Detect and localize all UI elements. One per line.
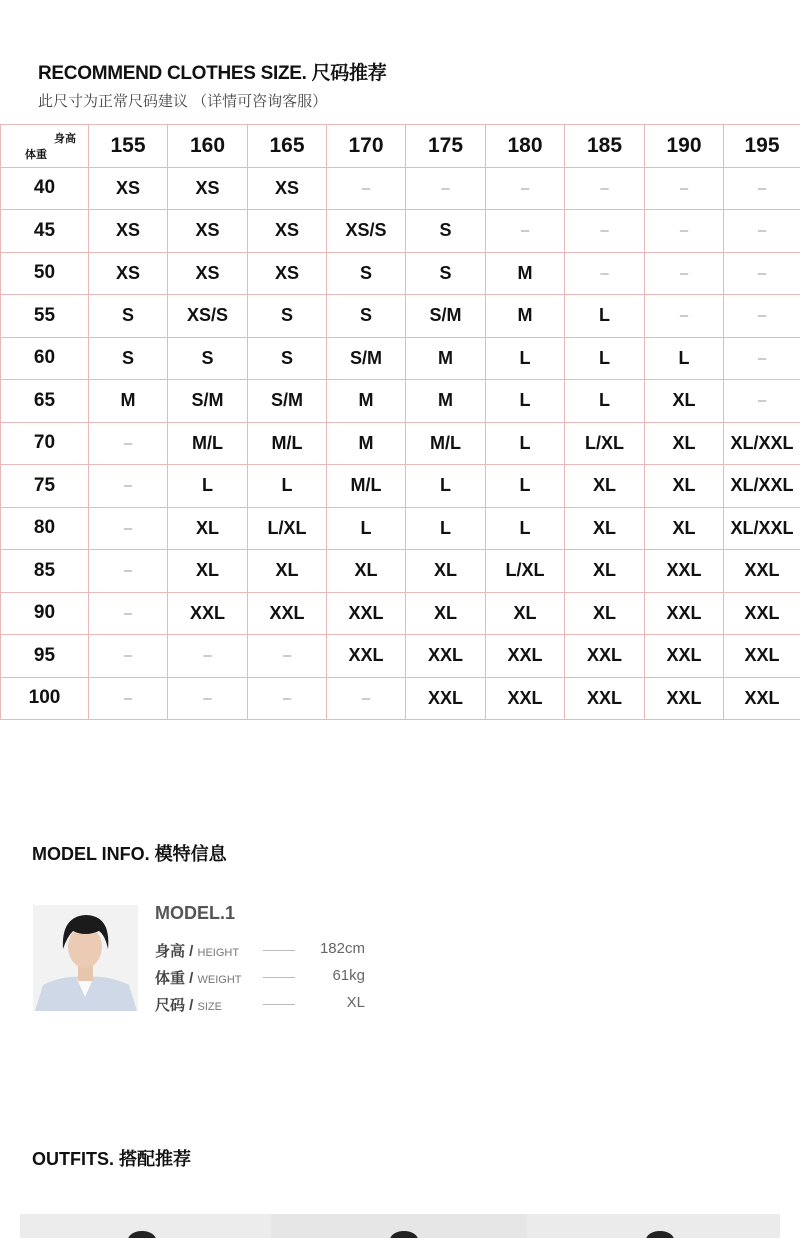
size-table-row [1,550,800,593]
model-info-value: 182cm [319,940,365,957]
size-table-row [1,592,800,635]
size-cell: M [486,295,565,338]
size-cell: – [168,677,248,720]
model-info-value: 61kg [332,967,365,984]
size-cell: L/XL [565,422,645,465]
size-cell: S [248,295,327,338]
size-cell: L/XL [248,507,327,550]
size-cell: M/L [248,422,327,465]
size-cell: XXL [724,677,800,720]
size-cell: S/M [327,337,406,380]
label-cn: 体重 [155,970,186,987]
size-cell: – [89,635,168,678]
size-cell: – [645,210,724,253]
size-cell: XL [565,507,645,550]
size-cell: – [89,677,168,720]
size-cell: – [565,252,645,295]
size-cell: – [89,592,168,635]
size-cell: L [168,465,248,508]
size-cell: S [327,295,406,338]
size-cell: L [565,337,645,380]
label-en: HEIGHT [197,947,240,959]
size-cell: – [89,507,168,550]
dash-line [263,977,295,978]
size-cell: L [327,507,406,550]
size-cell: XXL [565,677,645,720]
size-cell: XL [645,422,724,465]
size-cell: XL/XXL [724,465,800,508]
size-cell: M [406,337,486,380]
size-cell: S [89,337,168,380]
model-info-row [155,967,375,987]
model-info-label: 身高 / HEIGHT [155,943,240,960]
size-cell: L [486,422,565,465]
size-cell: XS [89,252,168,295]
size-cell: – [248,635,327,678]
weight-row-header: 90 [1,592,89,635]
size-cell: XXL [724,592,800,635]
size-cell: – [486,210,565,253]
weight-row-header: 85 [1,550,89,593]
size-cell: M [486,252,565,295]
height-header-cell: 185 [565,125,645,168]
size-cell: XXL [565,635,645,678]
size-table-row [1,677,800,720]
size-cell: XL [486,592,565,635]
dash-line [263,950,295,951]
size-cell: M [89,380,168,423]
size-cell: – [89,465,168,508]
size-cell: – [724,167,800,210]
size-cell: S/M [168,380,248,423]
height-header-cell: 160 [168,125,248,168]
model-info-row [155,940,375,960]
dash-line [263,1004,295,1005]
size-cell: L [406,507,486,550]
size-cell: – [168,635,248,678]
size-cell: M [327,380,406,423]
size-cell: XL [406,550,486,593]
size-cell: XXL [645,677,724,720]
size-table-row [1,167,800,210]
outfit-photos [20,1214,780,1238]
size-cell: – [724,337,800,380]
size-cell: L [486,380,565,423]
size-cell: – [645,295,724,338]
size-cell: XL [645,507,724,550]
size-cell: – [89,550,168,593]
size-cell: L [565,295,645,338]
size-cell: L [406,465,486,508]
size-cell: – [89,422,168,465]
size-cell: XXL [486,635,565,678]
size-cell: XL [645,380,724,423]
weight-row-header: 50 [1,252,89,295]
size-cell: XS [248,167,327,210]
size-cell: – [724,252,800,295]
size-cell: L [486,465,565,508]
size-cell: M [327,422,406,465]
size-cell: S/M [248,380,327,423]
size-cell: XXL [406,677,486,720]
size-cell: – [724,380,800,423]
height-header-cell: 175 [406,125,486,168]
size-table-row [1,337,800,380]
height-header-cell: 190 [645,125,724,168]
size-cell: S [89,295,168,338]
model-photo-illustration [33,905,138,1011]
size-cell: L/XL [486,550,565,593]
size-cell: XL [248,550,327,593]
size-cell: XXL [645,592,724,635]
size-cell: XS [168,210,248,253]
size-table-row [1,507,800,550]
weight-row-header: 100 [1,677,89,720]
height-header-cell: 165 [248,125,327,168]
size-cell: XS [89,210,168,253]
size-cell: – [327,677,406,720]
size-cell: XL [645,465,724,508]
weight-row-header: 95 [1,635,89,678]
weight-row-header: 60 [1,337,89,380]
size-cell: XXL [724,635,800,678]
size-cell: XXL [327,635,406,678]
size-cell: XL [168,507,248,550]
size-cell: S/M [406,295,486,338]
label-cn: 尺码 [155,997,186,1014]
label-cn: 身高 [155,943,186,960]
size-table-row [1,422,800,465]
size-cell: XXL [645,635,724,678]
size-cell: – [327,167,406,210]
size-chart-subtitle: 此尺寸为正常尺码建议 （详情可咨询客服） [38,93,328,110]
size-cell: – [565,210,645,253]
size-cell: – [645,252,724,295]
model-info-label: 体重 / WEIGHT [155,970,242,987]
size-cell: S [248,337,327,380]
weight-row-header: 65 [1,380,89,423]
size-cell: – [724,295,800,338]
size-cell: XS [89,167,168,210]
size-cell: XXL [486,677,565,720]
size-cell: M/L [327,465,406,508]
size-cell: XS/S [168,295,248,338]
size-cell: XL [565,592,645,635]
model-info-label: 尺码 / SIZE [155,997,222,1014]
size-cell: L [645,337,724,380]
weight-row-header: 70 [1,422,89,465]
size-cell: – [645,167,724,210]
size-table-header-row [1,125,800,168]
size-cell: XL [565,465,645,508]
weight-row-header: 40 [1,167,89,210]
size-cell: S [406,252,486,295]
size-cell: XS [168,167,248,210]
size-cell: XL/XXL [724,507,800,550]
size-cell: – [724,210,800,253]
model-photo [33,905,138,1011]
size-cell: L [486,337,565,380]
size-cell: – [565,167,645,210]
size-table-row [1,635,800,678]
size-cell: – [248,677,327,720]
size-table-row [1,465,800,508]
weight-row-header: 75 [1,465,89,508]
size-chart-title: RECOMMEND CLOTHES SIZE. 尺码推荐 [38,63,387,84]
size-cell: L [565,380,645,423]
size-cell: XXL [645,550,724,593]
height-header-cell: 180 [486,125,565,168]
size-cell: S [406,210,486,253]
height-header-cell: 155 [89,125,168,168]
size-cell: XS [248,252,327,295]
size-cell: XL/XXL [724,422,800,465]
weight-row-header: 55 [1,295,89,338]
size-cell: XXL [724,550,800,593]
size-cell: M/L [406,422,486,465]
height-axis-label: 身高 [54,133,76,145]
size-table-row [1,380,800,423]
size-cell: XL [327,550,406,593]
size-table-row [1,210,800,253]
size-table [0,124,800,720]
size-cell: M [406,380,486,423]
model-info-value: XL [346,994,365,1011]
size-cell: XXL [406,635,486,678]
size-cell: XL [565,550,645,593]
model-info-heading: MODEL INFO. 模特信息 [32,844,227,864]
height-header-cell: 195 [724,125,800,168]
size-cell: S [327,252,406,295]
label-en: SIZE [197,1001,222,1013]
size-cell: XS/S [327,210,406,253]
size-cell: XS [248,210,327,253]
size-cell: XS [168,252,248,295]
weight-row-header: 45 [1,210,89,253]
size-table-row [1,252,800,295]
size-cell: XXL [248,592,327,635]
size-cell: M/L [168,422,248,465]
size-cell: L [248,465,327,508]
size-table-row [1,295,800,338]
size-cell: – [406,167,486,210]
size-cell: – [486,167,565,210]
size-cell: L [486,507,565,550]
size-cell: XXL [327,592,406,635]
size-cell: XXL [168,592,248,635]
size-cell: XL [168,550,248,593]
weight-row-header: 80 [1,507,89,550]
outfits-heading: OUTFITS. 搭配推荐 [32,1149,191,1169]
outfit-photo-strip [20,1214,780,1238]
corner-cell [1,125,89,168]
weight-axis-label: 体重 [25,148,47,161]
label-en: WEIGHT [197,974,242,986]
size-cell: S [168,337,248,380]
model-name: MODEL.1 [155,903,236,923]
height-header-cell: 170 [327,125,406,168]
model-info-row [155,994,375,1014]
size-cell: XL [406,592,486,635]
